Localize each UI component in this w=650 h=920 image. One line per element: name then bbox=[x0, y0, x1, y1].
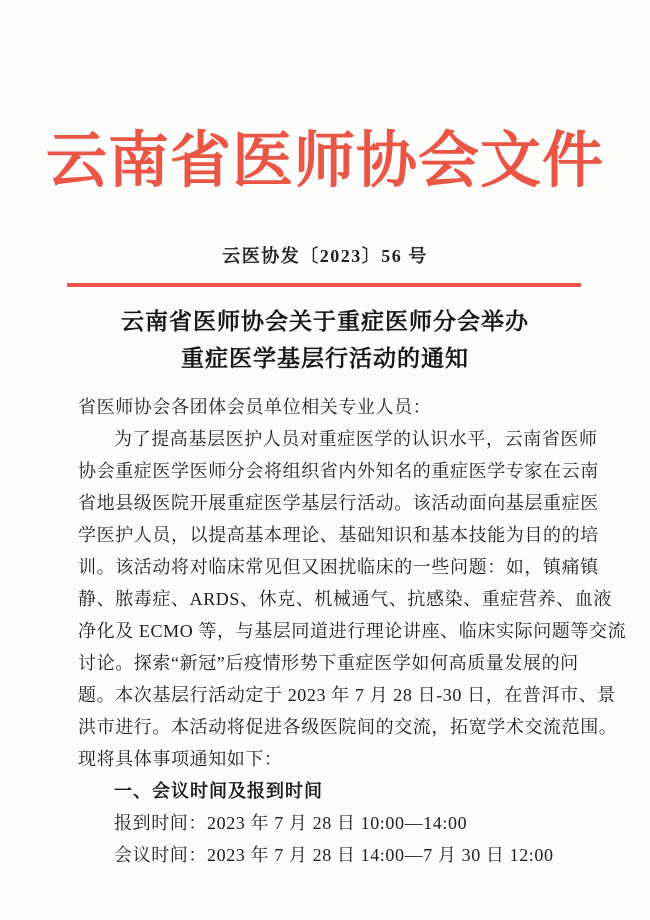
document-number: 云医协发〔2023〕56 号 bbox=[222, 246, 428, 266]
section-heading: 一、会议时间及报到时间 bbox=[114, 781, 323, 801]
body-line: 训。该活动将对临床常见但又困扰临床的一些问题：如，镇痛镇 bbox=[78, 557, 599, 577]
body-line: 净化及 ECMO 等，与基层同道进行理论讲座、临床实际问题等交流 bbox=[78, 621, 627, 641]
body-line: 题。本次基层行活动定于 2023 年 7 月 28 日-30 日，在普洱市、景 bbox=[78, 685, 616, 705]
salutation: 省医师协会各团体会员单位相关专业人员： bbox=[78, 397, 432, 417]
body-line: 洪市进行。本活动将促进各级医院间的交流，拓宽学术交流范围。 bbox=[78, 717, 618, 737]
red-separator-line bbox=[67, 283, 581, 287]
document-body bbox=[78, 391, 627, 871]
body-line: 现将具体事项通知如下： bbox=[78, 749, 283, 769]
body-line: 学医护人员，以提高基本理论、基础知识和基本技能为目的的培 bbox=[78, 525, 599, 545]
schedule-line-meeting: 会议时间：2023 年 7 月 28 日 14:00—7 月 30 日 12:00 bbox=[114, 845, 554, 865]
body-line: 为了提高基层医护人员对重症医学的认识水平，云南省医师 bbox=[114, 429, 598, 449]
body-line: 省地县级医院开展重症医学基层行活动。该活动面向基层重症医 bbox=[78, 493, 599, 513]
masthead-title: 云南省医师协会文件 bbox=[45, 128, 604, 195]
body-line: 讨论。探索“新冠”后疫情形势下重症医学如何高质量发展的问 bbox=[78, 653, 579, 673]
body-line: 静、脓毒症、ARDS、休克、机械通气、抗感染、重症营养、血液 bbox=[78, 589, 613, 609]
notice-title bbox=[0, 303, 650, 377]
schedule-line-registration: 报到时间：2023 年 7 月 28 日 10:00—14:00 bbox=[114, 813, 468, 833]
notice-title-line-1: 云南省医师协会关于重症医师分会举办 bbox=[121, 309, 529, 334]
body-line: 协会重症医学医师分会将组织省内外知名的重症医学专家在云南 bbox=[78, 461, 599, 481]
notice-title-line-2: 重症医学基层行活动的通知 bbox=[181, 346, 469, 371]
